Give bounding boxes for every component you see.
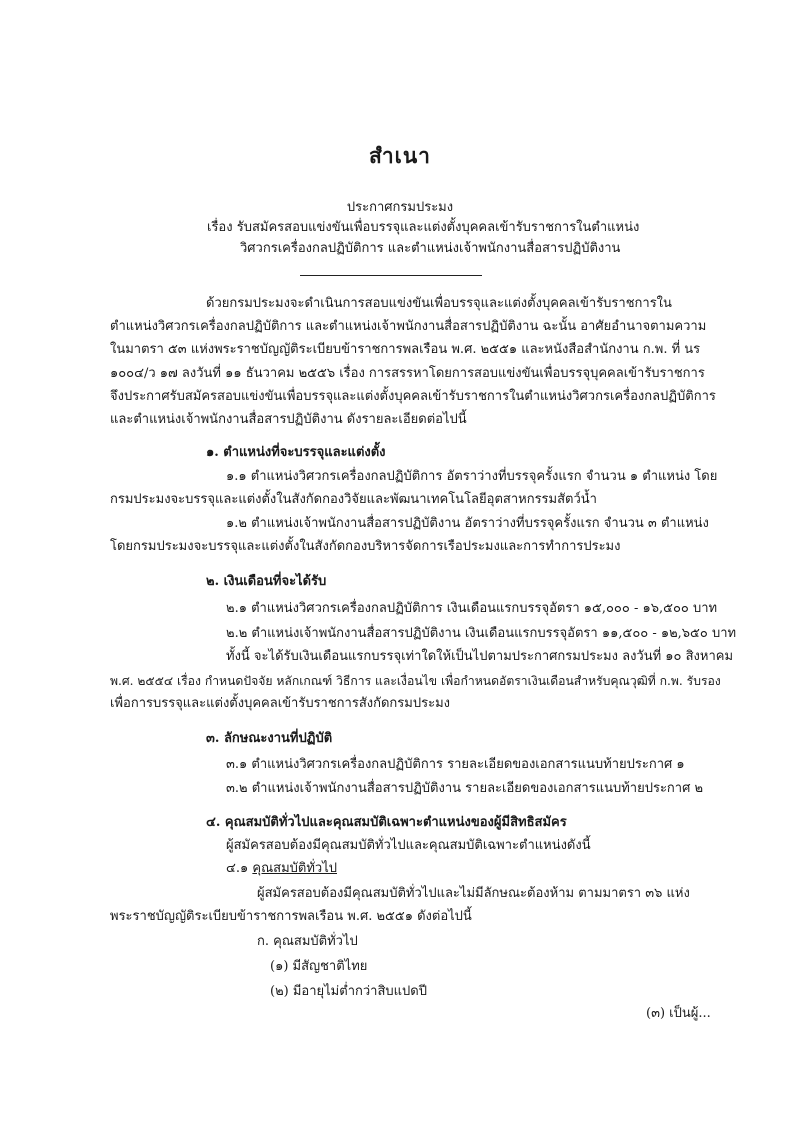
intro-line: และตำแหน่งเจ้าพนักงานสื่อสารปฏิบัติงาน ดังรายละเอียดต่อไปนี้: [110, 412, 467, 427]
section-4-line: ผู้สมัครสอบต้องมีคุณสมบัติทั่วไปและไม่มีลักษณะต้องห้าม ตามมาตรา ๓๖ แห่ง: [257, 886, 690, 901]
qualification-heading: ก. คุณสมบัติทั่วไป: [257, 934, 358, 949]
section-1-line: ๑.๒ ตำแหน่งเจ้าพนักงานสื่อสารปฏิบัติงาน อัตราว่างที่บรรจุครั้งแรก จำนวน ๓ ตำแหน่ง: [226, 516, 709, 531]
qualification-item: (๒) มีอายุไม่ต่ำกว่าสิบแปดปี: [270, 984, 427, 999]
section-1-line: กรมประมงจะบรรจุและแต่งตั้งในสังกัดกองวิจัยและพัฒนาเทคโนโลยีอุตสาหกรรมสัตว์น้ำ: [110, 492, 597, 507]
section-4-line: พระราชบัญญัติระเบียบข้าราชการพลเรือน พ.ศ. ๒๕๕๑ ดังต่อไปนี้: [110, 909, 472, 924]
subject-line-2: วิศวกรเครื่องกลปฏิบัติการ และตำแหน่งเจ้าพนักงานสื่อสารปฏิบัติงาน: [240, 241, 621, 256]
section-2-line: เพื่อการบรรจุและแต่งตั้งบุคคลเข้ารับราชการสังกัดกรมประมง: [110, 696, 450, 711]
section-2-line: พ.ศ. ๒๕๕๔ เรื่อง กำหนดปัจจัย หลักเกณฑ์ วิธีการ และเงื่อนไข เพื่อกำหนดอัตราเงินเดือนสำหรับคุณวุฒิที่ ก.พ. รับรอง: [110, 674, 721, 688]
section-1-line: โดยกรมประมงจะบรรจุและแต่งตั้งในสังกัดกองบริหารจัดการเรือประมงและการทำการประมง: [110, 539, 621, 554]
section-3-heading: ๓. ลักษณะงานที่ปฏิบัติ: [206, 731, 333, 746]
subsection-title: คุณสมบัติทั่วไป: [252, 861, 337, 876]
intro-line: ๑๐๐๔/ว ๑๗ ลงวันที่ ๑๑ ธันวาคม ๒๕๕๖ เรื่อง การสรรหาโดยการสอบแข่งขันเพื่อบรรจุบุคคลเข้ารับราชการ: [110, 366, 705, 381]
section-3-line: ๓.๑ ตำแหน่งวิศวกรเครื่องกลปฏิบัติการ รายละเอียดของเอกสารแนบท้ายประกาศ ๑: [226, 757, 685, 772]
intro-line: ในมาตรา ๕๓ แห่งพระราชบัญญัติระเบียบข้าราชการพลเรือน พ.ศ. ๒๕๕๑ และหนังสือสำนักงาน ก.พ. ที่ นร: [110, 342, 701, 357]
section-1-heading: ๑. ตำแหน่งที่จะบรรจุและแต่งตั้ง: [206, 445, 386, 460]
copy-stamp: สำเนา: [369, 143, 431, 168]
divider-line: [300, 275, 482, 276]
section-2-heading: ๒. เงินเดือนที่จะได้รับ: [206, 574, 327, 589]
section-3-line: ๓.๒ ตำแหน่งเจ้าพนักงานสื่อสารปฏิบัติงาน รายละเอียดของเอกสารแนบท้ายประกาศ ๒: [226, 781, 704, 796]
qualification-item: (๑) มีสัญชาติไทย: [270, 959, 368, 974]
subject-line-1: เรื่อง รับสมัครสอบแข่งขันเพื่อบรรจุและแต่งตั้งบุคคลเข้ารับราชการในตำแหน่ง: [207, 220, 640, 235]
subsection-number: ๔.๑: [226, 861, 249, 876]
continuation-marker: (๓) เป็นผู้...: [646, 1006, 711, 1021]
subsection-4-1: [226, 861, 337, 877]
section-1-line: ๑.๑ ตำแหน่งวิศวกรเครื่องกลปฏิบัติการ อัตราว่างที่บรรจุครั้งแรก จำนวน ๑ ตำแหน่ง โดย: [226, 469, 718, 484]
section-4-intro: ผู้สมัครสอบต้องมีคุณสมบัติทั่วไปและคุณสมบัติเฉพาะตำแหน่งดังนี้: [226, 838, 591, 853]
section-2-line: ๒.๑ ตำแหน่งวิศวกรเครื่องกลปฏิบัติการ เงินเดือนแรกบรรจุอัตรา ๑๕,๐๐๐ - ๑๖,๕๐๐ บาท: [226, 601, 718, 616]
section-2-line: ทั้งนี้ จะได้รับเงินเดือนแรกบรรจุเท่าใดให้เป็นไปตามประกาศกรมประมง ลงวันที่ ๑๐ สิงหาคม: [226, 649, 734, 664]
section-4-heading: ๔. คุณสมบัติทั่วไปและคุณสมบัติเฉพาะตำแหน่งของผู้มีสิทธิสมัคร: [206, 815, 567, 830]
intro-line: ด้วยกรมประมงจะดำเนินการสอบแข่งขันเพื่อบรรจุและแต่งตั้งบุคคลเข้ารับราชการใน: [206, 296, 672, 311]
intro-line: ตำแหน่งวิศวกรเครื่องกลปฏิบัติการ และตำแหน่งเจ้าพนักงานสื่อสารปฏิบัติงาน ฉะนั้น อาศัยอำนาจตามความ: [110, 319, 707, 334]
announcement-title: ประกาศกรมประมง: [346, 200, 454, 215]
intro-line: จึงประกาศรับสมัครสอบแข่งขันเพื่อบรรจุและแต่งตั้งบุคคลเข้ารับราชการในตำแหน่งวิศวกรเครื่องกลปฏิบัติการ: [110, 389, 716, 404]
section-2-line: ๒.๒ ตำแหน่งเจ้าพนักงานสื่อสารปฏิบัติงาน เงินเดือนแรกบรรจุอัตรา ๑๑,๕๐๐ - ๑๒,๖๕๐ บาท: [226, 626, 737, 641]
